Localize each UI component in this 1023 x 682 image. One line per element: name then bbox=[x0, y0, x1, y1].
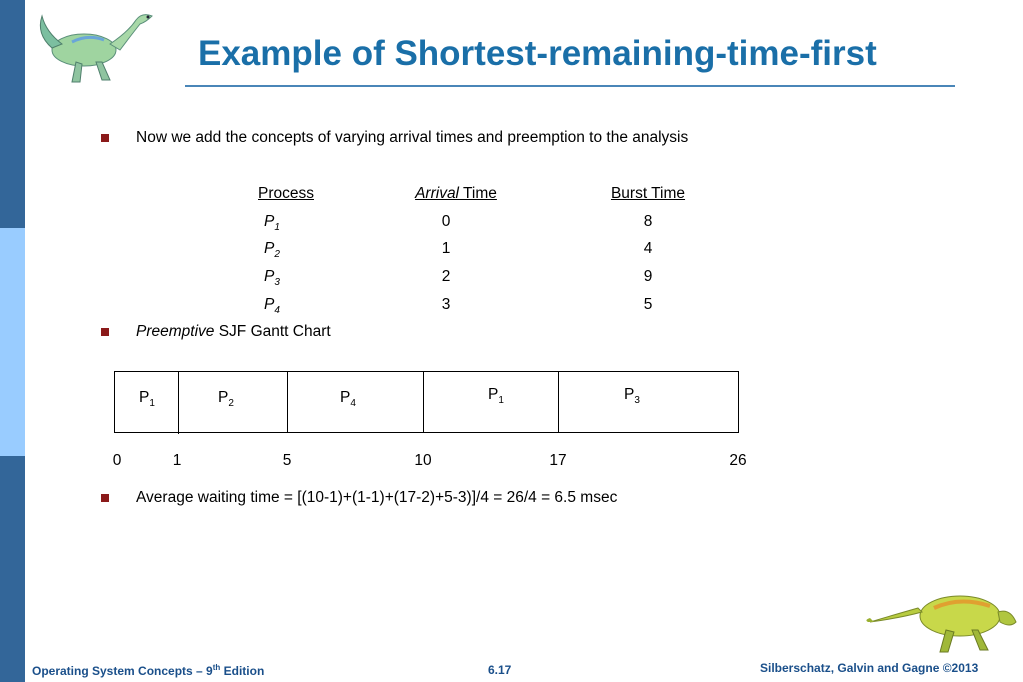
footer-title-sup: th bbox=[212, 663, 221, 672]
arrival-rest: Time bbox=[459, 185, 497, 202]
process-letter: P bbox=[264, 213, 275, 230]
arrival-cell: 1 bbox=[441, 240, 451, 257]
burst-cell: 9 bbox=[643, 268, 653, 285]
gantt-segment-label bbox=[340, 389, 356, 409]
process-subscript: 4 bbox=[274, 305, 280, 317]
segment-subscript: 1 bbox=[498, 395, 504, 407]
gantt-time-tick: 17 bbox=[549, 452, 567, 469]
gantt-time-tick: 5 bbox=[282, 452, 292, 469]
bullet-marker bbox=[101, 494, 109, 502]
gantt-time-tick: 1 bbox=[172, 452, 182, 469]
footer-book-title bbox=[32, 663, 264, 678]
sidebar-dark-bottom bbox=[0, 456, 25, 682]
arrival-cell: 2 bbox=[441, 268, 451, 285]
process-subscript: 1 bbox=[274, 222, 280, 234]
gantt-divider bbox=[178, 371, 179, 434]
segment-letter: P bbox=[488, 386, 499, 403]
sidebar-light-middle bbox=[0, 228, 25, 456]
process-subscript: 2 bbox=[274, 249, 280, 261]
process-cell bbox=[264, 268, 280, 288]
process-letter: P bbox=[264, 268, 275, 285]
burst-cell: 8 bbox=[643, 213, 653, 230]
process-cell bbox=[264, 240, 280, 260]
bullet-marker bbox=[101, 134, 109, 142]
footer-copyright: Silberschatz, Galvin and Gagne ©2013 bbox=[760, 661, 979, 675]
gantt-time-tick: 26 bbox=[729, 452, 747, 469]
preemptive-italic: Preemptive bbox=[136, 323, 215, 340]
bullet-average-waiting-text: Average waiting time = [(10-1)+(1-1)+(17-2)+5-3)]/4 = 26/4 = 6.5 msec bbox=[136, 489, 618, 506]
gantt-divider bbox=[423, 371, 424, 432]
gantt-chart bbox=[114, 371, 739, 433]
arrival-cell: 0 bbox=[441, 213, 451, 230]
arrival-italic: Arrival bbox=[415, 185, 460, 202]
bullet-gantt-text bbox=[136, 323, 331, 341]
footer-title-rest: Edition bbox=[220, 664, 265, 678]
process-letter: P bbox=[264, 240, 275, 257]
table-header-arrival bbox=[415, 185, 497, 203]
segment-letter: P bbox=[624, 386, 635, 403]
segment-subscript: 4 bbox=[350, 398, 356, 410]
gantt-divider bbox=[287, 371, 288, 432]
gantt-divider bbox=[558, 371, 559, 432]
footer-page-number: 6.17 bbox=[488, 663, 512, 677]
segment-letter: P bbox=[340, 389, 351, 406]
arrival-cell: 3 bbox=[441, 296, 451, 313]
title-underline bbox=[185, 85, 955, 87]
dinosaur-logo-icon bbox=[32, 4, 162, 86]
gantt-time-tick: 10 bbox=[414, 452, 432, 469]
segment-subscript: 3 bbox=[634, 395, 640, 407]
dinosaur-logo-icon bbox=[860, 582, 1020, 662]
segment-subscript: 2 bbox=[228, 398, 234, 410]
burst-cell: 5 bbox=[643, 296, 653, 313]
segment-letter: P bbox=[139, 389, 150, 406]
bullet-marker bbox=[101, 328, 109, 336]
gantt-heading-rest: SJF Gantt Chart bbox=[214, 323, 331, 340]
process-subscript: 3 bbox=[274, 277, 280, 289]
process-letter: P bbox=[264, 296, 275, 313]
segment-subscript: 1 bbox=[149, 398, 155, 410]
segment-letter: P bbox=[218, 389, 229, 406]
page-title: Example of Shortest-remaining-time-first bbox=[198, 34, 877, 73]
burst-cell: 4 bbox=[643, 240, 653, 257]
process-cell bbox=[264, 296, 280, 316]
gantt-segment-label bbox=[139, 389, 155, 409]
gantt-segment-label bbox=[624, 386, 640, 406]
sidebar-stripe bbox=[0, 0, 25, 682]
table-header-process: Process bbox=[258, 185, 314, 202]
bullet-intro-text: Now we add the concepts of varying arrival times and preemption to the analysis bbox=[136, 129, 689, 146]
gantt-time-tick: 0 bbox=[112, 452, 122, 469]
table-header-burst: Burst Time bbox=[610, 185, 686, 202]
gantt-segment-label bbox=[218, 389, 234, 409]
gantt-segment-label bbox=[488, 386, 504, 406]
footer-title-main: Operating System Concepts – 9 bbox=[32, 664, 213, 678]
sidebar-dark-top bbox=[0, 0, 25, 228]
process-cell bbox=[264, 213, 280, 233]
